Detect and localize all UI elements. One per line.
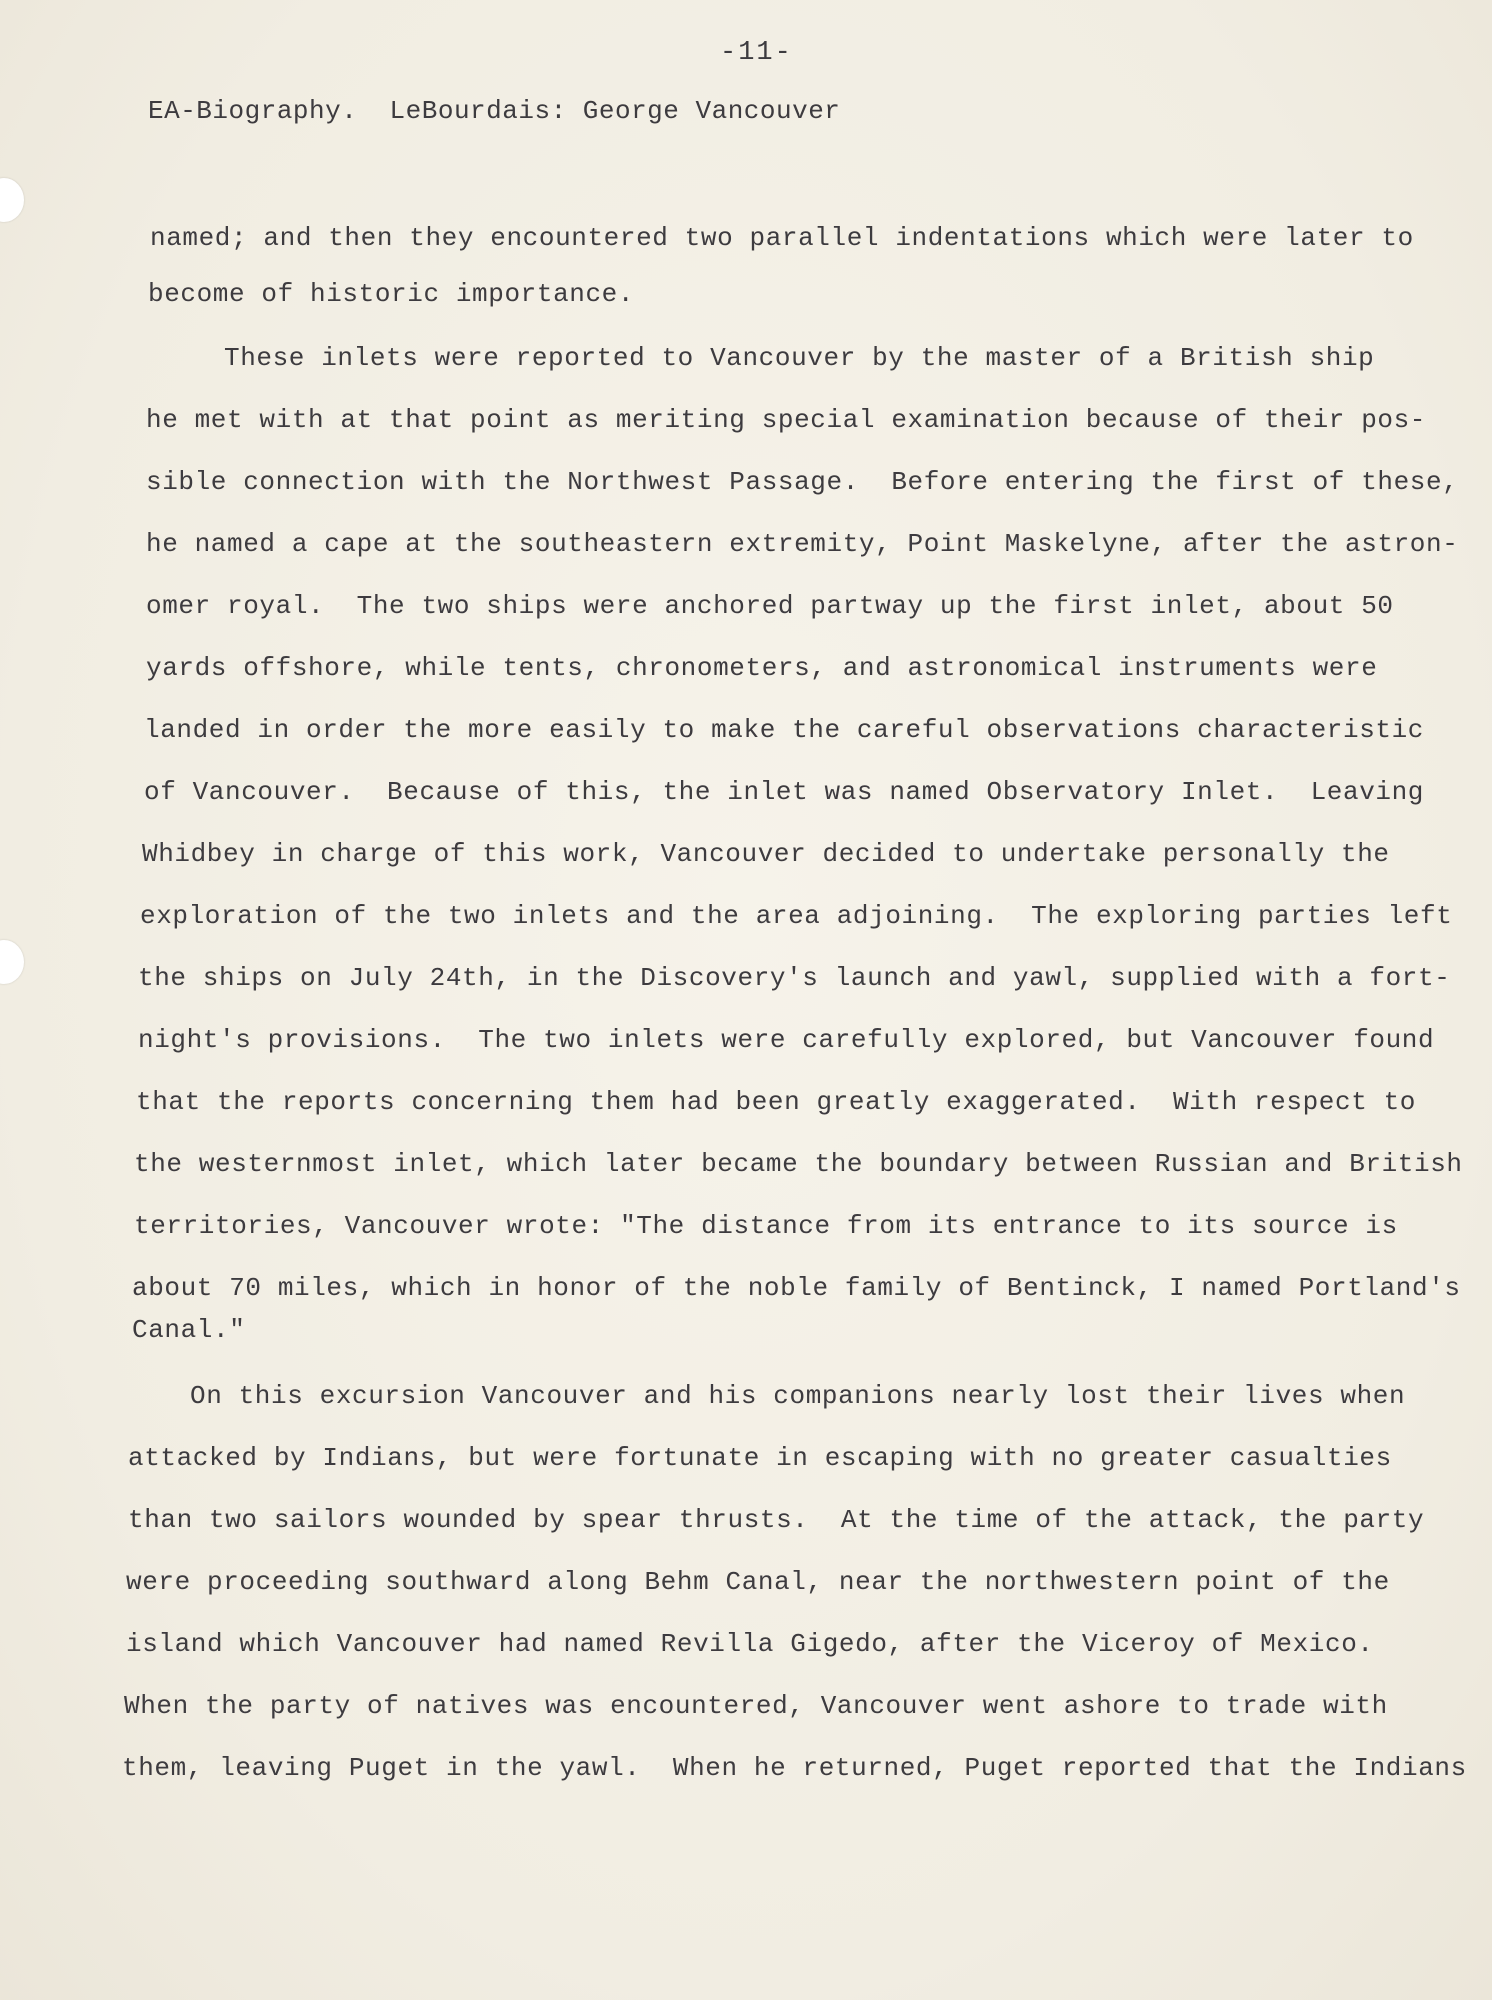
text-line: territories, Vancouver wrote: "The distance from its entrance to its source is	[134, 1211, 1398, 1241]
text-line: were proceeding southward along Behm Canal, near the northwestern point of the	[126, 1567, 1390, 1597]
text-line: attacked by Indians, but were fortunate in escaping with no greater casualties	[128, 1443, 1392, 1473]
text-line: the westernmost inlet, which later became the boundary between Russian and British	[134, 1149, 1463, 1179]
page-number: -11-	[720, 38, 793, 68]
text-line: that the reports concerning them had been greatly exaggerated. With respect to	[136, 1087, 1416, 1117]
text-line: become of historic importance.	[148, 279, 635, 309]
text-line: On this excursion Vancouver and his companions nearly lost their lives when	[190, 1381, 1406, 1411]
text-line: of Vancouver. Because of this, the inlet was named Observatory Inlet. Leaving	[144, 777, 1424, 807]
text-line: the ships on July 24th, in the Discovery's launch and yawl, supplied with a fort-	[138, 963, 1451, 993]
text-line: than two sailors wounded by spear thrusts. At the time of the attack, the party	[128, 1505, 1425, 1535]
text-line: island which Vancouver had named Revilla Gigedo, after the Viceroy of Mexico.	[126, 1629, 1374, 1659]
text-line: yards offshore, while tents, chronometers, and astronomical instruments were	[146, 653, 1378, 683]
punch-hole	[0, 178, 24, 222]
text-line: named; and then they encountered two parallel indentations which were later to	[150, 223, 1414, 253]
text-line: about 70 miles, which in honor of the noble family of Bentinck, I named Portland's	[132, 1273, 1461, 1303]
text-line: landed in order the more easily to make the careful observations characteristic	[144, 715, 1424, 745]
text-line: When the party of natives was encountered, Vancouver went ashore to trade with	[124, 1691, 1388, 1721]
text-line: he named a cape at the southeastern extremity, Point Maskelyne, after the astron-	[146, 529, 1459, 559]
text-line: he met with at that point as meriting special examination because of their pos-	[146, 405, 1426, 435]
punch-hole	[0, 940, 24, 984]
text-line: exploration of the two inlets and the area adjoining. The exploring parties left	[140, 901, 1453, 931]
running-header: EA-Biography. LeBourdais: George Vancouver	[148, 96, 841, 126]
text-line: omer royal. The two ships were anchored partway up the first inlet, about 50	[146, 591, 1394, 621]
text-line: These inlets were reported to Vancouver by the master of a British ship	[224, 343, 1375, 373]
text-line: Whidbey in charge of this work, Vancouver decided to undertake personally the	[142, 839, 1390, 869]
text-line: sible connection with the Northwest Passage. Before entering the first of these,	[146, 467, 1459, 497]
text-line: Canal."	[132, 1315, 246, 1345]
text-line: them, leaving Puget in the yawl. When he returned, Puget reported that the Indians	[122, 1753, 1467, 1783]
text-line: night's provisions. The two inlets were carefully explored, but Vancouver found	[138, 1025, 1435, 1055]
